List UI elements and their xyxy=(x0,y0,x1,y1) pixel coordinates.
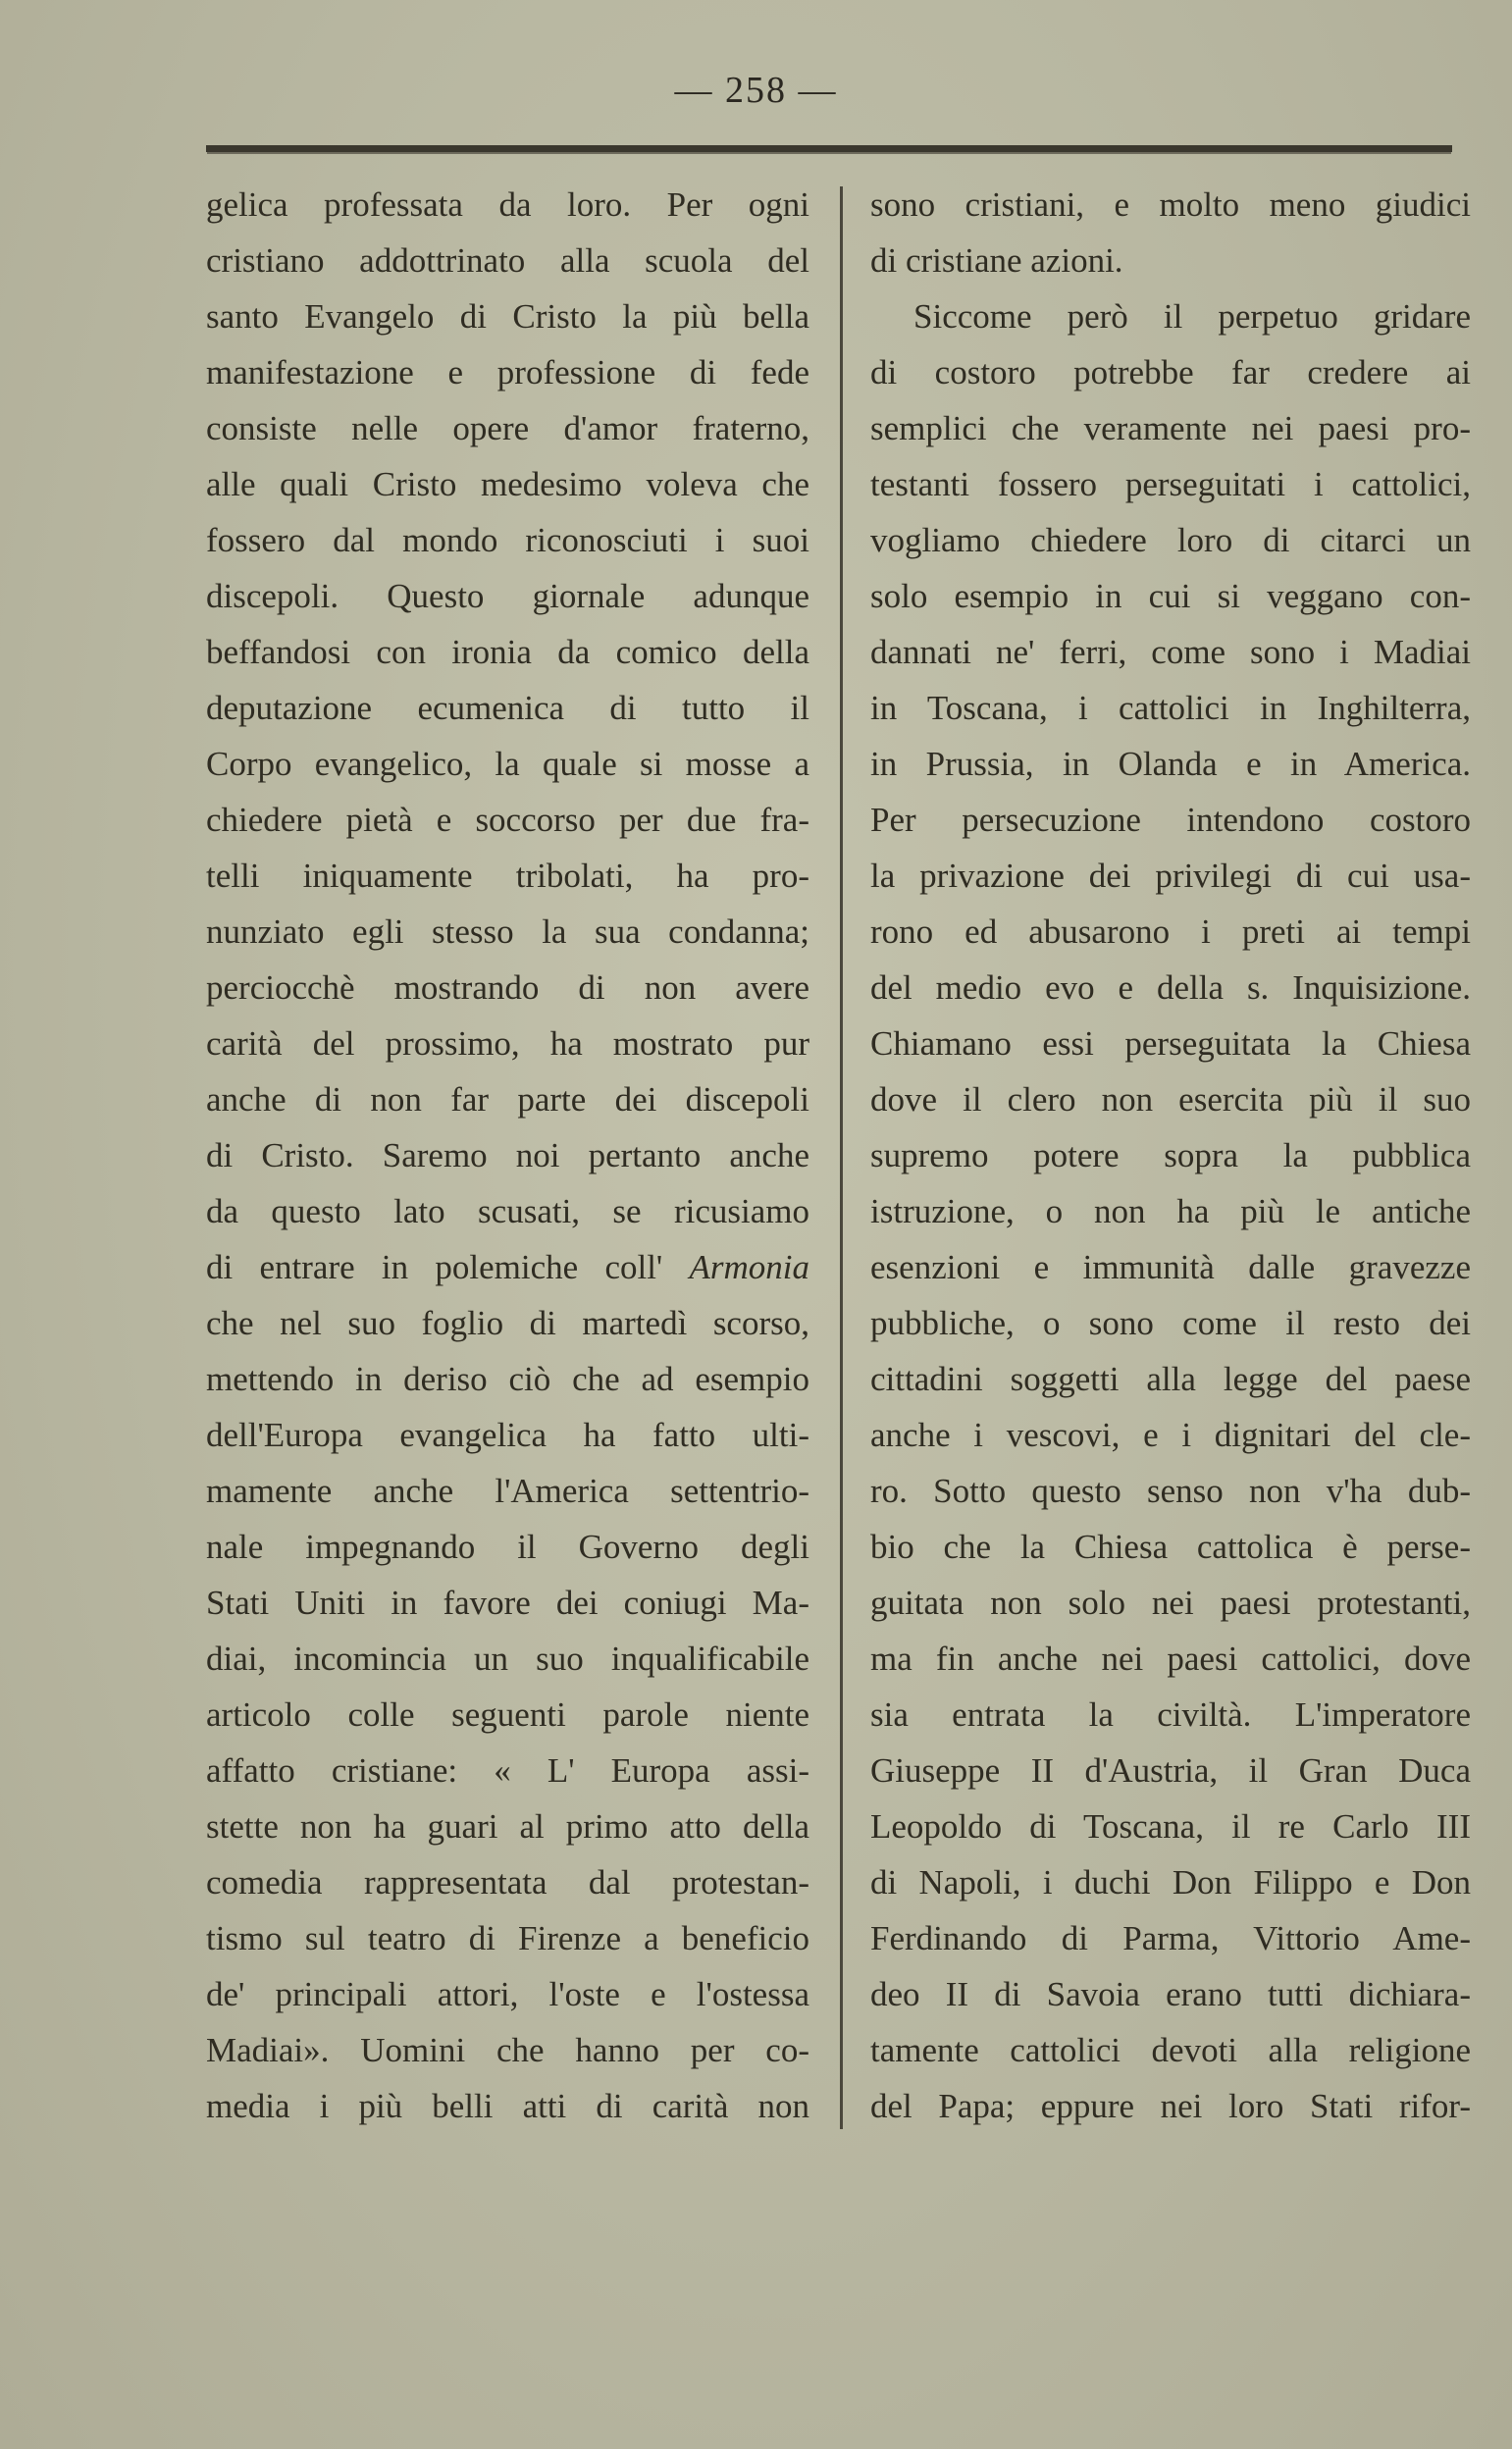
text-line: de' principali attori, l'oste e l'ostessa xyxy=(206,1975,809,2013)
text-line: manifestazione e professione di fede xyxy=(206,353,809,391)
text-line: santo Evangelo di Cristo la più bella xyxy=(206,297,809,336)
text-line: discepoli. Questo giornale adunque xyxy=(206,577,809,615)
text-line: rono ed abusarono i preti ai tempi xyxy=(870,912,1471,951)
text-line: Stati Uniti in favore dei coniugi Ma- xyxy=(206,1584,809,1622)
column-divider xyxy=(840,186,843,2129)
text-line: cittadini soggetti alla legge del paese xyxy=(870,1360,1471,1398)
text-line: istruzione, o non ha più le antiche xyxy=(870,1192,1471,1230)
text-line: cristiano addottrinato alla scuola del xyxy=(206,241,809,280)
text-line: dannati ne' ferri, come sono i Madiai xyxy=(870,633,1471,671)
text-line: esenzioni e immunità dalle gravezze xyxy=(870,1248,1471,1286)
page-number: — 258 — xyxy=(674,70,838,111)
text-line: Giuseppe II d'Austria, il Gran Duca xyxy=(870,1751,1471,1790)
text-line: mamente anche l'America settentrio- xyxy=(206,1472,809,1510)
text-line: di cristiane azioni. xyxy=(870,241,1123,280)
text-line: telli iniquamente tribolati, ha pro- xyxy=(206,857,809,895)
text-line: Per persecuzione intendono costoro xyxy=(870,801,1471,839)
text-line: del Papa; eppure nei loro Stati rifor- xyxy=(870,2087,1471,2125)
text-line: in Prussia, in Olanda e in America. xyxy=(870,745,1471,783)
text-line: carità del prossimo, ha mostrato pur xyxy=(206,1024,809,1063)
text-line: consiste nelle opere d'amor fraterno, xyxy=(206,409,809,447)
text-line: sia entrata la civiltà. L'imperatore xyxy=(870,1695,1471,1734)
text-line: ma fin anche nei paesi cattolici, dove xyxy=(870,1640,1471,1678)
text-line: ro. Sotto questo senso non v'ha dub- xyxy=(870,1472,1471,1510)
text-line: media i più belli atti di carità non xyxy=(206,2087,809,2125)
text-line: deo II di Savoia erano tutti dichiara- xyxy=(870,1975,1471,2013)
text-line: supremo potere sopra la pubblica xyxy=(870,1136,1471,1174)
text-line: dove il clero non esercita più il suo xyxy=(870,1080,1471,1119)
text-line: anche i vescovi, e i dignitari del cle- xyxy=(870,1416,1471,1454)
text-line: vogliamo chiedere loro di citarci un xyxy=(870,521,1471,559)
text-line: alle quali Cristo medesimo voleva che xyxy=(206,465,809,503)
italic-title: Armonia xyxy=(689,1248,809,1286)
text-line: guitata non solo nei paesi protestanti, xyxy=(870,1584,1471,1622)
text-line: gelica professata da loro. Per ogni xyxy=(206,185,809,224)
text-line: mettendo in deriso ciò che ad esempio xyxy=(206,1360,809,1398)
text-line: deputazione ecumenica di tutto il xyxy=(206,689,809,727)
text-line: chiedere pietà e soccorso per due fra- xyxy=(206,801,809,839)
text-line: da questo lato scusati, se ricusiamo xyxy=(206,1192,809,1230)
header-rule xyxy=(206,145,1452,152)
text-line: solo esempio in cui si veggano con- xyxy=(870,577,1471,615)
right-column xyxy=(870,177,1471,2134)
text-line: beffandosi con ironia da comico della xyxy=(206,633,809,671)
text-line: Siccome però il perpetuo gridare xyxy=(913,297,1471,336)
text-line: di costoro potrebbe far credere ai xyxy=(870,353,1471,391)
text-line: testanti fossero perseguitati i cattolici, xyxy=(870,465,1471,503)
text-line: pubbliche, o sono come il resto dei xyxy=(870,1304,1471,1342)
text-line: di Napoli, i duchi Don Filippo e Don xyxy=(870,1863,1471,1902)
text-line: perciocchè mostrando di non avere xyxy=(206,968,809,1007)
text-line: stette non ha guari al primo atto della xyxy=(206,1807,809,1846)
text-line: Madiai». Uomini che hanno per co- xyxy=(206,2031,809,2069)
text-line: di Cristo. Saremo noi pertanto anche xyxy=(206,1136,809,1174)
text-line: sono cristiani, e molto meno giudici xyxy=(870,185,1471,224)
text-line: affatto cristiane: « L' Europa assi- xyxy=(206,1751,809,1790)
text-line: dell'Europa evangelica ha fatto ulti- xyxy=(206,1416,809,1454)
text-line: semplici che veramente nei paesi pro- xyxy=(870,409,1471,447)
text-line: Ferdinando di Parma, Vittorio Ame- xyxy=(870,1919,1471,1957)
text-line: bio che la Chiesa cattolica è perse- xyxy=(870,1528,1471,1566)
left-column xyxy=(206,177,809,2134)
text-line: fossero dal mondo riconosciuti i suoi xyxy=(206,521,809,559)
text-line: la privazione dei privilegi di cui usa- xyxy=(870,857,1471,895)
text-line: diai, incomincia un suo inqualificabile xyxy=(206,1640,809,1678)
text-line: in Toscana, i cattolici in Inghilterra, xyxy=(870,689,1471,727)
text-line: tismo sul teatro di Firenze a beneficio xyxy=(206,1919,809,1957)
text-line: di entrare in polemiche coll' Armonia xyxy=(206,1248,809,1286)
text-line: del medio evo e della s. Inquisizione. xyxy=(870,968,1471,1007)
text-line: che nel suo foglio di martedì scorso, xyxy=(206,1304,809,1342)
text-line: Corpo evangelico, la quale si mosse a xyxy=(206,745,809,783)
text-line: nale impegnando il Governo degli xyxy=(206,1528,809,1566)
text-line: anche di non far parte dei discepoli xyxy=(206,1080,809,1119)
text-line: comedia rappresentata dal protestan- xyxy=(206,1863,809,1902)
text-line: tamente cattolici devoti alla religione xyxy=(870,2031,1471,2069)
text-line: Chiamano essi perseguitata la Chiesa xyxy=(870,1024,1471,1063)
text-line: articolo colle seguenti parole niente xyxy=(206,1695,809,1734)
text-line: Leopoldo di Toscana, il re Carlo III xyxy=(870,1807,1471,1846)
text-line: nunziato egli stesso la sua condanna; xyxy=(206,912,809,951)
